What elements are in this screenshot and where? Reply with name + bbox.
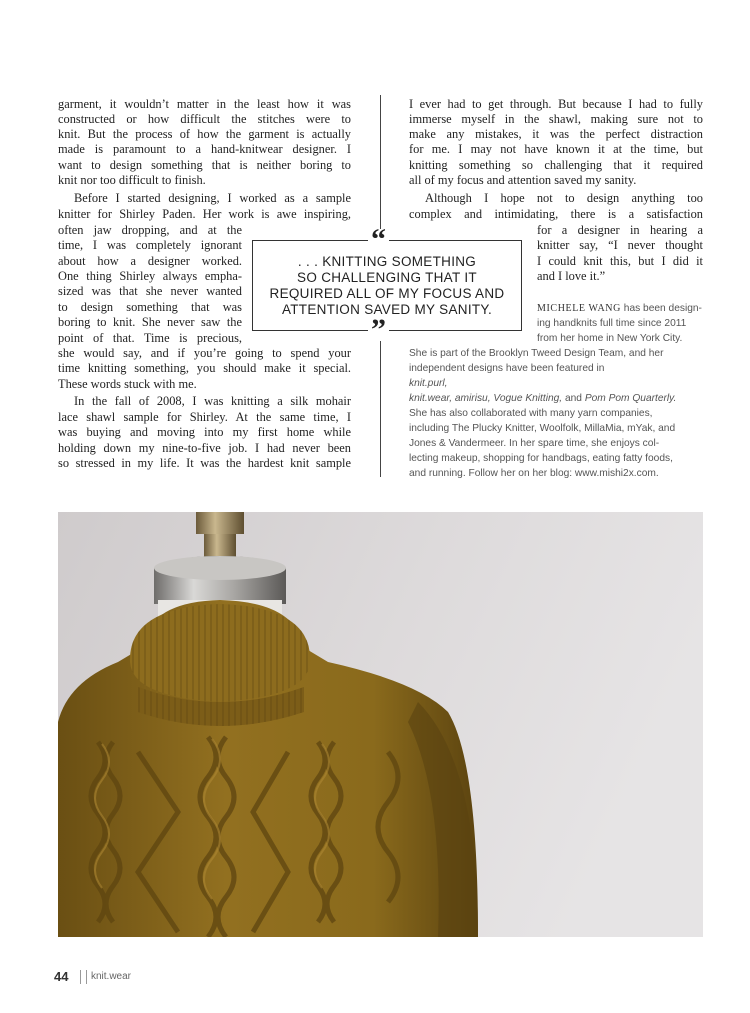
body-line: made is paramount to a hand-knitwear designer. I (58, 142, 351, 156)
bio-line: lecting makeup, shopping for handbags, eating fatty foods, (409, 453, 673, 464)
bio-line: from her home in New York City. (537, 333, 683, 344)
body-line: complex and intimidating, there is a satisfaction (409, 207, 703, 221)
body-line: and I love it.” (537, 269, 606, 283)
body-line: holding down my nine-to-five job. I had never been (58, 441, 351, 455)
body-line: I ever had to get through. But because I had to fully (409, 97, 703, 111)
body-line: want to design something that is neither boring to (58, 158, 351, 172)
close-quote-icon: ” (368, 319, 389, 341)
publication-name: amirisu, (454, 393, 491, 404)
body-line: so stressed in my life. It was the hardest knit sample (58, 456, 351, 470)
body-line: time knitting something, you should make it special. (58, 361, 351, 375)
body-line: sized was that she never wanted (58, 284, 242, 298)
body-line: I could knit this, but I did it (537, 254, 703, 268)
body-line: for me. I may not have known it at the time, but (409, 142, 703, 156)
magazine-name: knit.wear (91, 971, 132, 982)
body-line: was buying and moving into my first home while (58, 425, 351, 439)
bio-line: MICHELE WANG has been design- (537, 303, 702, 314)
bio-line (409, 376, 448, 391)
bio-line: ing handknits full time since 2011 (537, 318, 687, 329)
sweater-illustration (58, 512, 703, 937)
body-line: Although I hope not to design anything too (425, 191, 703, 205)
body-line: knitter say, “I never thought (537, 238, 703, 252)
body-line: garment, it wouldn’t matter in the least how it was (58, 97, 351, 111)
body-line: knitter for Shirley Paden. Her work is awe inspiring, (58, 207, 351, 221)
body-line: knit nor too difficult to finish. (58, 173, 206, 187)
body-line: for a designer in hearing a (537, 223, 703, 237)
body-line: point of that. Time is precious, (58, 331, 242, 345)
pull-quote-line: ATTENTION SAVED MY SANITY. (281, 302, 493, 317)
body-line: In the fall of 2008, I was knitting a silk mohair (74, 394, 351, 408)
open-quote-icon: “ (368, 229, 389, 251)
body-line: Before I started designing, I worked as a sample (74, 191, 351, 205)
body-line: often jaw dropping, and at the (58, 223, 242, 237)
publication-name: knit.purl, (409, 378, 448, 389)
publication-name: Vogue Knitting, (493, 393, 563, 404)
bio-line: including The Plucky Knitter, Woolfolk, MillaMia, mYak, and (409, 423, 676, 434)
bio-line: Jones & Vandermeer. In her spare time, she enjoys col- (409, 438, 660, 449)
body-line: all of my focus and attention saved my sanity. (409, 173, 637, 187)
bio-line: She is part of the Brooklyn Tweed Design Team, and her (409, 348, 664, 359)
publication-name: knit.wear, (409, 393, 453, 404)
publication-name: Pom Pom Quarterly. (584, 393, 677, 404)
bio-line: independent designs have been featured in (409, 363, 605, 374)
bio-line: She has also collaborated with many yarn companies, (409, 408, 653, 419)
body-line: about how a designer worked. (58, 254, 242, 268)
footer-divider (80, 970, 87, 984)
bio-line: and running. Follow her on her blog: www.mishi2x.com. (409, 468, 659, 479)
pull-quote-line: SO CHALLENGING THAT IT (297, 270, 477, 285)
author-name: MICHELE WANG (537, 303, 621, 314)
page-number: 44 (54, 969, 69, 984)
body-line: time, I was completely ignorant (58, 238, 242, 252)
sweater-photo (58, 512, 703, 937)
body-line: to design something that was (58, 300, 242, 314)
body-line: boring to knit. She never saw the (58, 315, 242, 329)
body-line: lace shawl sample for Shirley. At the same time, I (58, 410, 351, 424)
pull-quote-line: . . . KNITTING SOMETHING (297, 254, 477, 269)
body-line: immerse myself in the shawl, making sure not to (409, 112, 703, 126)
body-line: knit. But the process of how the garment is actually (58, 127, 351, 141)
pull-quote (252, 223, 522, 346)
body-line: make any mistakes, it was the perfect distraction (409, 127, 703, 141)
pull-quote-line: REQUIRED ALL OF MY FOCUS AND (269, 286, 505, 301)
body-line: These words stuck with me. (58, 377, 197, 391)
body-line: One thing Shirley always empha- (58, 269, 242, 283)
body-line: constructed or how difficult the stitches were to (58, 112, 351, 126)
bio-line: knit.wear, amirisu, Vogue Knitting, and Pom Pom Quarterly. (409, 393, 677, 404)
body-line: she would say, and if you’re going to spend your (58, 346, 351, 360)
body-line: knitting something so challenging that it required (409, 158, 703, 172)
